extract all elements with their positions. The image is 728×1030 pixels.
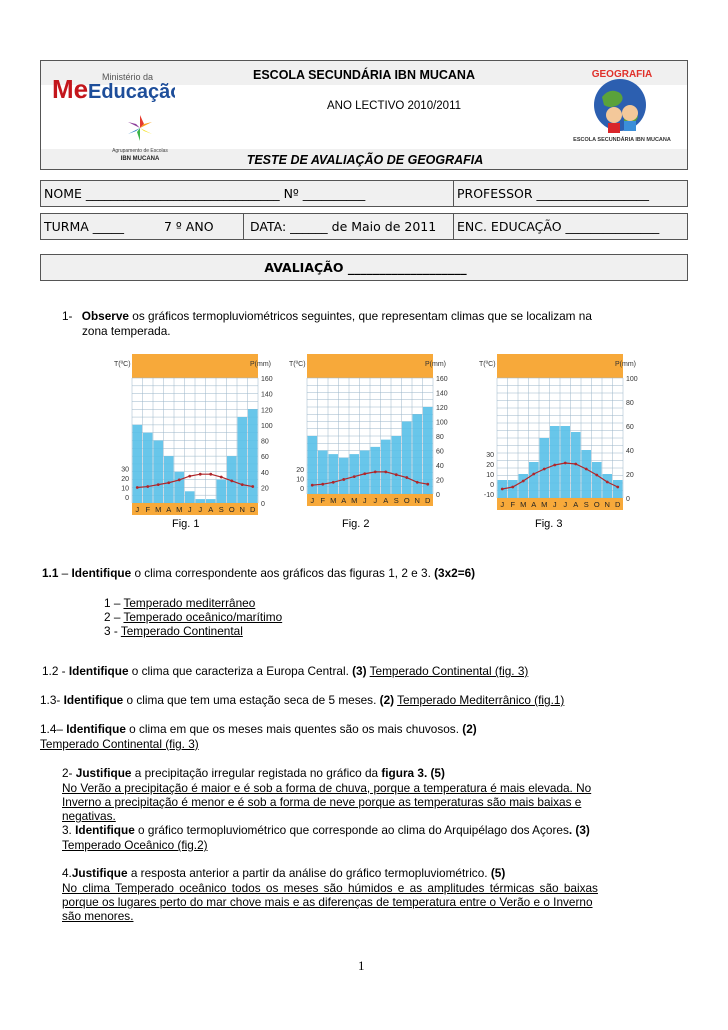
chart-3-month-label: A [573, 500, 579, 509]
ministry-logo-small: Ministério da [102, 72, 154, 82]
chart-2-precip-tick: 100 [436, 419, 448, 427]
chart-2-temp-point [384, 470, 387, 473]
professor-field[interactable]: PROFESSOR __________________ [457, 186, 650, 201]
school-name: ESCOLA SECUNDÁRIA IBN MUCANA [253, 68, 475, 82]
chart-3-precip-bar [529, 462, 539, 498]
school-logo-line1: Agrupamento de Escolas [112, 148, 168, 154]
chart-3-band [497, 354, 623, 378]
chart-1-temp-tick: 20 [121, 476, 129, 483]
chart-2-precip-tick: 20 [436, 477, 444, 485]
chart-3-precip-tick: 60 [626, 424, 634, 431]
chart-2-precip-bar [339, 458, 349, 494]
q11-answer-1: 1 – Temperado mediterrâneo [104, 596, 256, 610]
chart-2-temp-tick: 10 [296, 476, 304, 484]
chart-2-month-label: S [393, 496, 399, 505]
chart-1-month-label: J [198, 505, 203, 514]
question-2: 2- Justifique a precipitação irregular registada no gráfico da figura 3. (5) [62, 766, 445, 780]
chart-1-temp-point [157, 483, 160, 486]
chart-1-temp-point [220, 476, 223, 479]
chart-3-temp-point [511, 486, 514, 489]
chart-1-precip-bar [133, 425, 143, 503]
chart-1-temp-point [230, 479, 233, 482]
chart-2-temp-tick: 0 [300, 486, 304, 493]
chart-3-precip-bar [592, 462, 602, 498]
chart-1-precip-tick: 100 [261, 422, 273, 430]
chart-1-month-label: O [228, 505, 235, 514]
chart-3-precip-tick: 0 [626, 496, 630, 503]
q3-answer: Temperado Oceânico (fig.2) [62, 838, 208, 852]
chart-2-precip-bar [329, 454, 339, 494]
chart-2-month-label: J [362, 496, 367, 505]
chart-1-precip-bar [175, 472, 185, 503]
q14-answer: Temperado Continental (fig. 3) [40, 737, 199, 751]
chart-3-precip-bar [519, 474, 529, 498]
chart-2-temp-point [416, 481, 419, 484]
chart-3-temp-tick: 0 [490, 482, 494, 489]
chart-1-temp-point [199, 473, 202, 476]
question-3: 3. Identifique o gráfico termopluviométrico que corresponde ao clima do Arquipélago dos Açores. (3) [62, 823, 590, 837]
chart-1-month-label: N [239, 505, 245, 514]
chart-1-precip-tick: 0 [261, 501, 265, 508]
ministry-logo-big: Educação [88, 81, 175, 103]
chart-3-month-label: N [604, 500, 610, 509]
chart-2-precip-bar [360, 451, 370, 495]
chart-3-month-label: M [541, 500, 548, 509]
chart-2-month-label: O [403, 496, 410, 505]
chart-2-temp-point [342, 478, 345, 481]
chart-2-band [307, 354, 433, 378]
chart-2-precip-bar [318, 451, 328, 495]
chart-3-temp-tick: -10 [483, 492, 494, 499]
chart-2-precip-bar [402, 422, 412, 495]
q11-answer-3: 3 - Temperado Continental [104, 624, 243, 638]
school-logo [110, 112, 170, 164]
chart-2-temp-tick: 20 [296, 467, 304, 474]
question-4: 4.Justifique a resposta anterior a partir da análise do gráfico termopluviométrico. (5) [62, 866, 506, 880]
chart-3-temp-tick: 20 [486, 462, 494, 469]
chart-3-temp-point [501, 488, 504, 491]
q1-number: 1- [62, 309, 73, 323]
chart-2-precip-tick: 160 [436, 376, 448, 383]
enc-educacao-field[interactable]: ENC. EDUCAÇÃO _______________ [457, 219, 660, 234]
chart-3-precip-tick: 20 [626, 472, 634, 479]
q12-answer: Temperado Continental (fig. 3) [369, 664, 529, 678]
page-number: 1 [358, 958, 365, 973]
chart-3-precip-bar [550, 426, 560, 498]
chart-3-temp-point [532, 473, 535, 476]
chart-1-temp-tick: 30 [121, 466, 129, 474]
chart-1-temp-point [178, 479, 181, 482]
chart-2-month-label: F [320, 496, 326, 505]
chart-1-temp-point [167, 481, 170, 484]
data-field[interactable]: DATA: ______ de Maio de 2011 [250, 219, 437, 234]
q4-answer-line-1: No clima Temperado oceânico todos os meses são húmidos e as amplitudes térmicas são baixas [62, 881, 598, 895]
svg-text:Me: Me [52, 74, 89, 104]
chart-3-temp-tick: 10 [486, 472, 494, 479]
q1-verb: Observe [81, 309, 129, 323]
chart-2-temp-point [321, 483, 324, 486]
chart-2-precip-tick: 120 [436, 405, 448, 412]
form-row-1 [40, 180, 688, 207]
chart-3-temp-point [616, 486, 619, 489]
chart-2-temp-point [353, 475, 356, 478]
chart-2-precip-bar [350, 454, 360, 494]
chart-1-precip-bar [238, 417, 248, 503]
chart-1-precip-bar [217, 480, 227, 503]
nome-field[interactable]: NOME _______________________________ Nº __________ [44, 186, 366, 201]
q11-text: o clima correspondente aos gráficos das figuras 1, 2 e 3. [131, 566, 435, 580]
chart-1-month-label: J [187, 505, 192, 514]
chart-3-temp-point [606, 481, 609, 484]
question-1-1 [42, 566, 475, 580]
q4-answer-line-2: porque os lugares perto do mar chove mais e as diferenças de temperatura entre o Verão e o Inverno [62, 895, 593, 909]
geografia-logo-text: GEOGRAFIA [591, 69, 653, 80]
chart-1-precip-tick: 160 [261, 376, 273, 383]
chart-1-precip-tick: 140 [261, 391, 273, 399]
chart-3-temp-point [522, 480, 525, 483]
chart-3-temp-point [585, 468, 588, 471]
chart-1-temp-point [209, 473, 212, 476]
q2-answer-line-2: Inverno a precipitação é menor e é sob a forma de neve porque as temperaturas são mais baixas e [62, 795, 582, 809]
chart-3-precip-bar [582, 450, 592, 498]
chart-1-temp-tick: 0 [125, 495, 129, 502]
chart-2-precip-tick: 140 [436, 390, 448, 398]
chart-3-temp-point [543, 468, 546, 471]
chart-2-temp-point [332, 481, 335, 484]
chart-2-precip-tick: 0 [436, 492, 440, 499]
chart-3-month-label: O [593, 500, 600, 509]
chart-1-temp-point [188, 475, 191, 478]
chart-2-temp-point [374, 470, 377, 473]
chart-2-precip-bar [381, 440, 391, 494]
test-title: TESTE DE AVALIAÇÃO DE GEOGRAFIA [246, 153, 484, 167]
chart-2-precip-bar [392, 436, 402, 494]
chart-2-precip-tick: 60 [436, 448, 444, 456]
chart-1-precip-bar [248, 409, 258, 503]
chart-1-month-label: A [166, 505, 172, 514]
chart-1-precip-tick: 60 [261, 454, 269, 462]
chart-1-temp-point [146, 485, 149, 488]
fig-2-label: Fig. 2 [342, 518, 370, 530]
chart-2-month-label: N [414, 496, 420, 505]
chart-3-month-label: D [615, 500, 621, 509]
ano-label: 7 º ANO [164, 219, 214, 234]
chart-3-temp-tick: 30 [486, 452, 494, 459]
chart-3-precip-tick: 80 [626, 400, 634, 407]
chart-1-temp-tick: 10 [121, 485, 129, 493]
geografia-logo-school: ESCOLA SECUNDÁRIA IBN MUCANA [573, 137, 671, 143]
chart-1-precip-tick: 80 [261, 438, 269, 446]
chart-2-month-label: J [373, 496, 378, 505]
chart-1-ylabel-left: T(ºC) [114, 361, 131, 368]
chart-2-month-label: M [351, 496, 358, 505]
chart-3-precip-tick: 100 [626, 376, 638, 383]
globe-icon [572, 63, 672, 149]
chart-1-month-label: D [250, 505, 256, 514]
school-logo-icon [110, 112, 170, 164]
chart-3-ylabel-left: T(ºC) [479, 361, 496, 368]
q11-dash: – [58, 566, 72, 580]
q11-verb: Identifique [71, 566, 132, 580]
q13-answer: Temperado Mediterrânico (fig.1) [397, 693, 565, 707]
school-logo-line2: IBN MUCANA [120, 156, 160, 162]
chart-3-precip-tick: 40 [626, 448, 634, 455]
geografia-logo [572, 63, 672, 149]
form-row-2 [40, 213, 688, 240]
q2-answer-line-3: negativas. [62, 809, 116, 823]
chart-2-ylabel-left: T(ºC) [289, 361, 306, 368]
chart-2-precip-tick: 80 [436, 434, 444, 441]
turma-field[interactable]: TURMA _____ [44, 219, 125, 234]
chart-1-month-label: S [218, 505, 224, 514]
chart-1-precip-bar [143, 433, 153, 503]
q11-points: (3x2=6) [434, 566, 476, 580]
chart-3-month-label: J [563, 500, 568, 509]
chart-3-precip-bar [613, 480, 623, 498]
form-row-3 [40, 254, 688, 281]
chart-3-month-label: F [510, 500, 516, 509]
chart-1-temp-point [251, 485, 254, 488]
chart-2-month-label: J [310, 496, 315, 505]
chart-1-precip-bar [206, 499, 216, 503]
chart-1-band [132, 354, 258, 378]
chart-3-temp-point [574, 463, 577, 466]
chart-3-month-label: S [583, 500, 589, 509]
question-1-3: 1.3- Identifique o clima que tem uma estação seca de 5 meses. (2) Temperado Mediterrânico (fig.1) [40, 693, 565, 707]
chart-1-month-label: M [155, 505, 162, 514]
avaliacao-field[interactable]: AVALIAÇÃO ___________________ [264, 260, 467, 275]
chart-1-precip-tick: 40 [261, 469, 269, 477]
question-1 [62, 309, 662, 323]
chart-1-precip-tick: 120 [261, 407, 273, 415]
chart-3-month-label: M [520, 500, 527, 509]
q2-answer-line-1: No Verão a precipitação é maior e é sob a forma de chuva, porque a temperatura é mais elevada. No [62, 781, 592, 795]
chart-3-precip-bar [508, 480, 518, 498]
chart-3-month-label: J [500, 500, 505, 509]
q11-num: 1.1 [42, 566, 59, 580]
chart-1-precip-tick: 20 [261, 485, 269, 493]
chart-2-temp-point [395, 473, 398, 476]
chart-2-month-label: D [425, 496, 431, 505]
chart-2-precip-tick: 40 [436, 463, 444, 470]
q11-answer-2: 2 – Temperado oceânico/marítimo [104, 610, 283, 624]
chart-1-month-label: M [176, 505, 183, 514]
question-1-2: 1.2 - Identifique o clima que caracteriza a Europa Central. (3) Temperado Continental (fig. 3) [42, 664, 529, 678]
fig-3-label: Fig. 3 [535, 518, 563, 530]
chart-1-temp-point [136, 486, 139, 489]
charts [0, 348, 728, 538]
chart-3-ylabel-right: P(mm) [615, 361, 636, 368]
chart-1-month-label: F [145, 505, 151, 514]
chart-1-precip-bar [154, 441, 164, 504]
chart-2-ylabel-right: P(mm) [425, 361, 446, 368]
fig-1-label: Fig. 1 [172, 518, 200, 530]
chart-3-month-label: A [531, 500, 537, 509]
chart-3-temp-point [553, 464, 556, 467]
question-1-cont: zona temperada. [82, 324, 171, 338]
chart-1-month-label: J [135, 505, 140, 514]
chart-1-temp-point [241, 483, 244, 486]
chart-3-precip-bar [603, 474, 613, 498]
chart-2-temp-point [426, 483, 429, 486]
chart-2-temp-point [311, 484, 314, 487]
chart-2-month-label: M [330, 496, 337, 505]
chart-3-temp-point [564, 462, 567, 465]
chart-1-precip-bar [185, 491, 195, 503]
chart-2-temp-point [363, 472, 366, 475]
question-1-4: 1.4– Identifique o clima em que os meses mais quentes são os mais chuvosos. (2) [40, 722, 477, 736]
q1-text: os gráficos termopluviométricos seguintes, que representam climas que se localizam na [129, 309, 592, 323]
chart-2-precip-bar [371, 447, 381, 494]
chart-2-temp-point [405, 476, 408, 479]
chart-3-temp-point [595, 474, 598, 477]
chart-1-precip-bar [196, 499, 206, 503]
chart-2-month-label: A [383, 496, 389, 505]
ministry-logo [50, 68, 175, 108]
q4-answer-line-3: são menores. [62, 909, 134, 923]
chart-1-month-label: A [208, 505, 214, 514]
chart-2-precip-bar [423, 407, 433, 494]
ministry-logo-icon [50, 68, 175, 108]
chart-1-precip-bar [164, 456, 174, 503]
chart-3-month-label: J [552, 500, 557, 509]
school-year: ANO LECTIVO 2010/2011 [326, 100, 462, 112]
chart-2-month-label: A [341, 496, 347, 505]
chart-1-ylabel-right: P(mm) [250, 361, 271, 368]
